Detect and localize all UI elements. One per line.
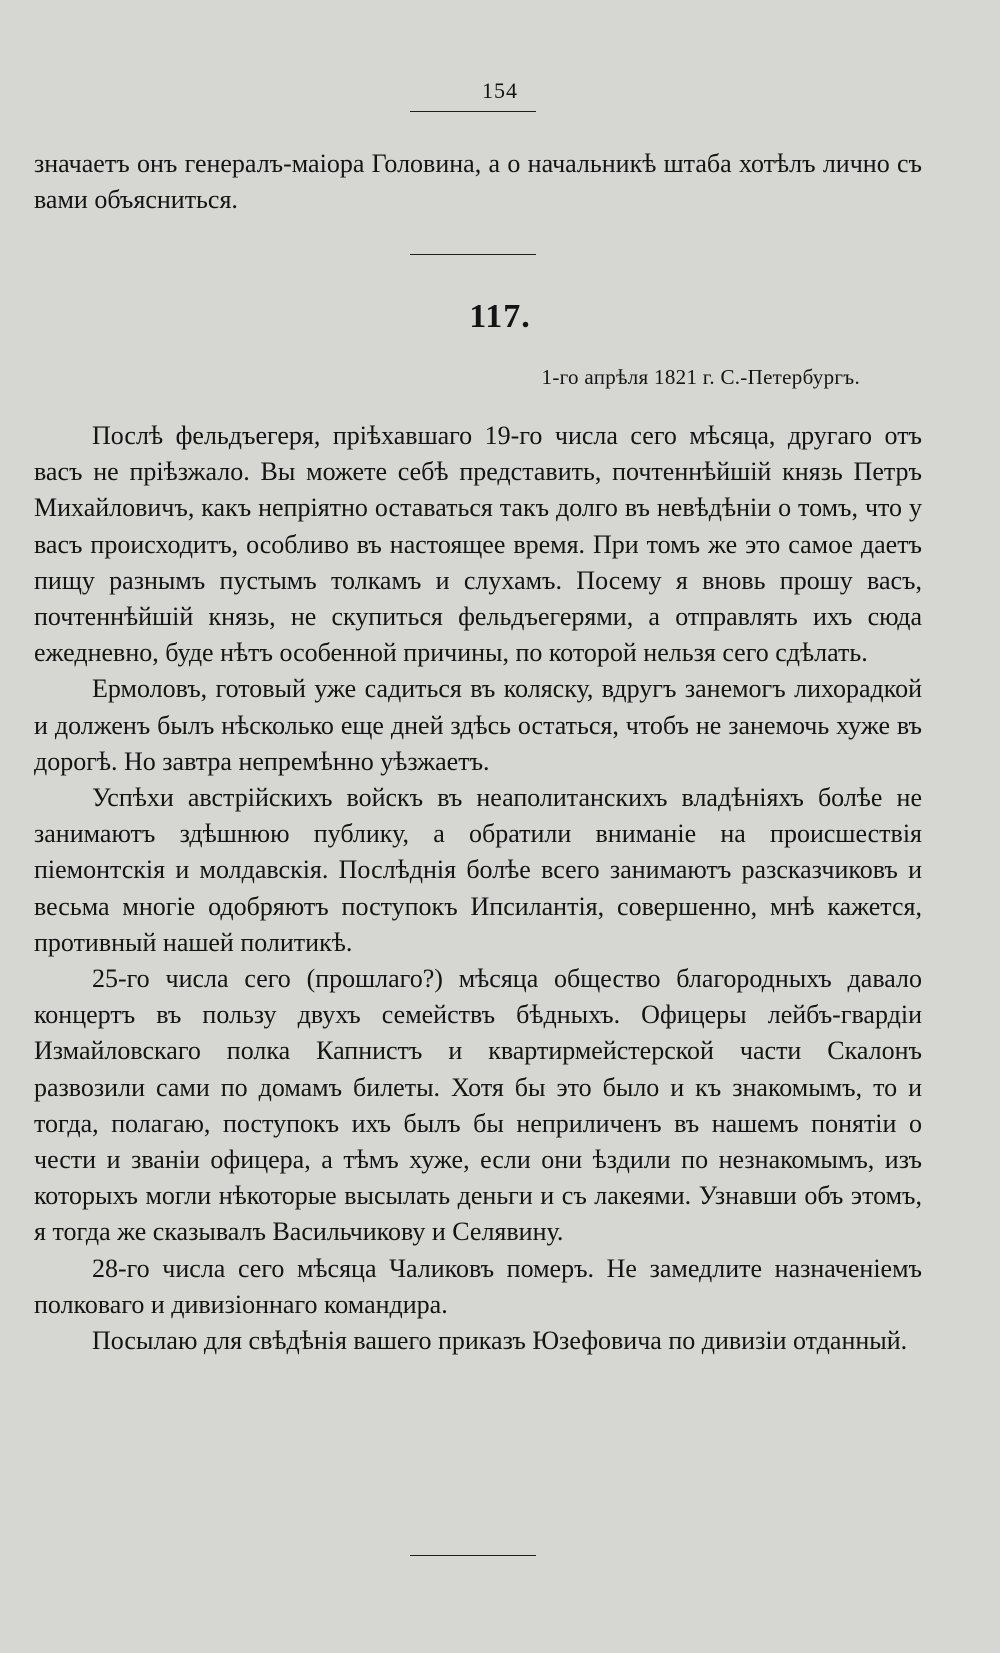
paragraph: 25-го числа сего (прошлаго?) мѣсяца общество благородныхъ давало концертъ въ пользу двухъ семействъ бѣдныхъ. Офицеры лейбъ-гвардіи Измайловскаго полка Капнистъ и квартирмейстерской части Скалонъ развозили сами по домамъ билеты. Хотя бы это было и къ знакомымъ, то и тогда, полагаю, поступокъ ихъ былъ бы неприличенъ въ нашемъ понятіи о чести и званіи офицера, а тѣмъ хуже, если они ѣздили по незнакомымъ, изъ которыхъ могли нѣкоторые высылать деньги и съ лакеями. Узнавши объ этомъ, я тогда же сказывалъ Васильчикову и Селявину.: [34, 964, 922, 1247]
paragraph: Ермоловъ, готовый уже садиться въ коляску, вдругъ занемогъ лихорадкой и долженъ былъ нѣсколько еще дней здѣсь остаться, чтобъ не занемочь хуже въ дорогѣ. Но завтра непремѣнно уѣзжаетъ.: [34, 674, 922, 776]
page-number: 154: [482, 78, 518, 103]
paragraph: Успѣхи австрійскихъ войскъ въ неаполитанскихъ владѣніяхъ болѣе не занимаютъ здѣшнюю публику, а обратили вниманіе на происшествія піемонтскія и молдавскія. Послѣднія болѣе всего занимаютъ разсказчиковъ и весьма многіе одобряютъ поступокъ Ипсилантія, совершенно, мнѣ кажется, противный нашей политикѣ.: [34, 783, 922, 957]
dateline: 1-го апрѣля 1821 г. С.-Петербургъ.: [541, 365, 860, 389]
document-number: 117.: [469, 298, 531, 335]
paragraph: 28-го числа сего мѣсяца Чаликовъ померъ. Не замедлите назначеніемъ полковаго и дивизіоннаго командира.: [34, 1253, 922, 1319]
section-divider: [410, 254, 536, 255]
header-rule: [410, 111, 536, 112]
paragraph: Послѣ фельдъегеря, пріѣхавшаго 19-го числа сего мѣсяца, другаго отъ васъ не пріѣзжало. Вы можете себѣ представить, почтеннѣйшій князь Петръ Михайловичъ, какъ непріятно оставаться такъ долго въ невѣдѣніи о томъ, что у васъ происходитъ, особливо въ настоящее время. При томъ же это самое даетъ пищу разнымъ пустымъ толкамъ и слухамъ. Посему я вновь прошу васъ, почтеннѣйшій князь, не скупиться фельдъегерями, а отправлять ихъ сюда ежедневно, буде нѣтъ особенной причины, по которой нельзя сего сдѣлать.: [34, 421, 922, 668]
footer-rule: [410, 1555, 536, 1556]
letter-body: [34, 418, 922, 1359]
paragraph: Посылаю для свѣдѣнія вашего приказъ Юзефовича по дивизіи отданный.: [92, 1326, 908, 1356]
continuation-text: значаетъ онъ генералъ-маіора Головина, а о начальникѣ штаба хотѣлъ лично съ вами объясниться.: [34, 149, 922, 215]
